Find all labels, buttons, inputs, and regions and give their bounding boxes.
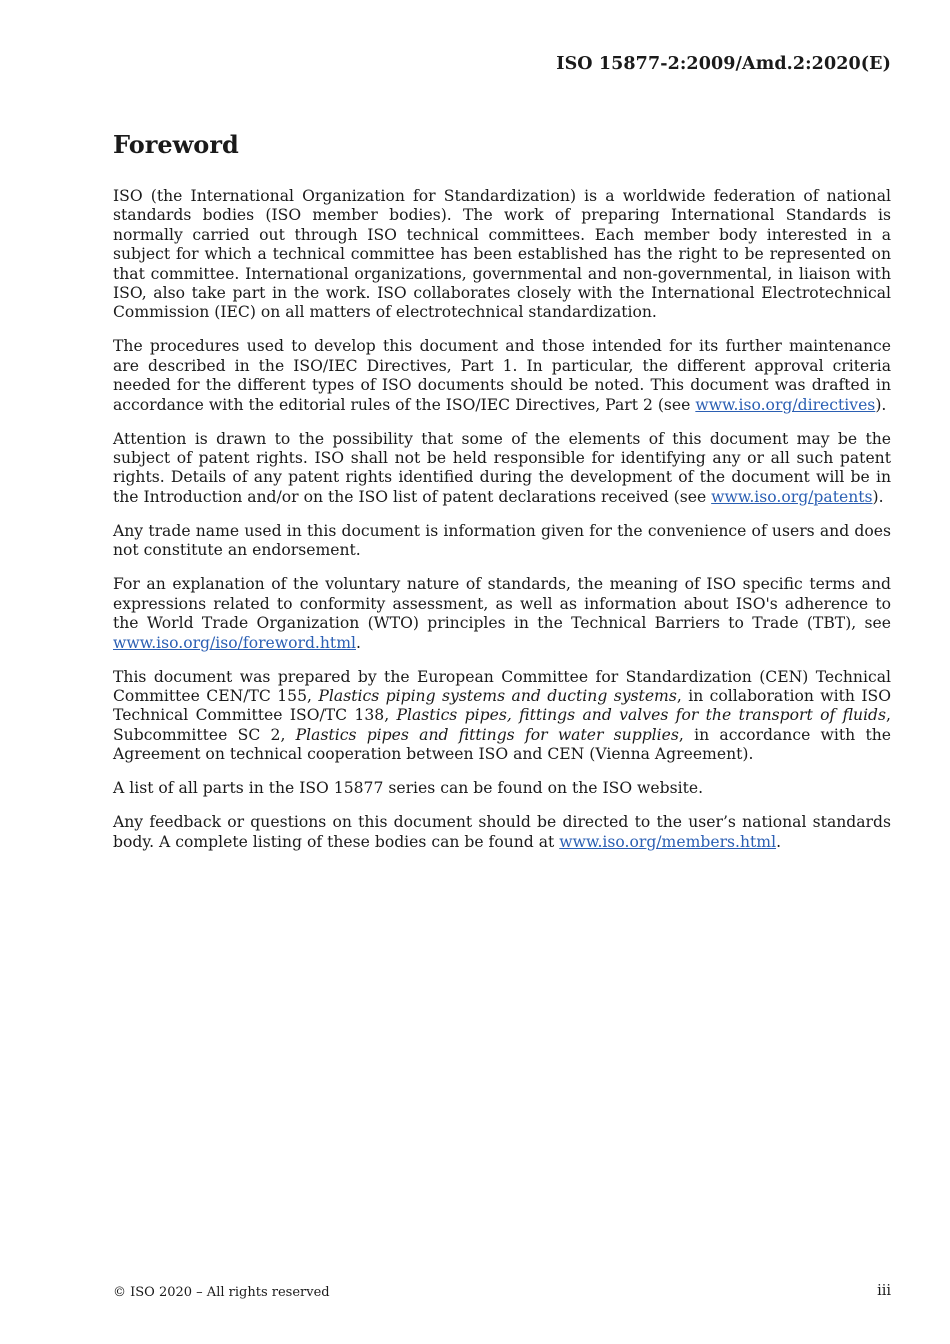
paragraph-text: Any feedback or questions on this document should be directed to the user’s national standards body. A complete listing of these bodies can be found at xyxy=(113,813,891,851)
foreword-paragraph xyxy=(113,779,891,798)
paragraph-text: . xyxy=(776,832,782,851)
paragraph-text: ISO (the International Organization for Standardization) is a worldwide federation of national standards bodies (ISO member bodies). The work of preparing International Standards is normally carried out through ISO technical committees. Each member body interested in a subject for which a technical committee has been established has the right to be represented on that committee. International organizations, governmental and non-governmental, in liaison with ISO, also take part in the work. ISO collaborates closely with the International Electrotechnical Commission (IEC) on all matters of electrotechnical standardization. xyxy=(113,187,891,322)
reference-link[interactable]: www.iso.org/patents xyxy=(711,487,873,506)
italic-title-text: Plastics piping systems and ducting systems xyxy=(318,686,677,705)
reference-link[interactable]: www.iso.org/members.html xyxy=(559,832,777,851)
foreword-paragraph xyxy=(113,575,891,653)
foreword-paragraph xyxy=(113,668,891,765)
paragraph-text: Attention is drawn to the possibility that some of the elements of this document may be the subject of patent rights. ISO shall not be held responsible for identifying any or all such patent rights. Details of any patent rights identified during the development of the document will be in the Introduction and/or on the ISO list of patent declarations received (see xyxy=(113,429,891,506)
reference-link[interactable]: www.iso.org/directives xyxy=(695,395,876,414)
paragraph-text: , in accordance with the Agreement on technical cooperation between ISO and CEN (Vienna Agreement). xyxy=(113,725,891,764)
paragraph-text: The procedures used to develop this document and those intended for its further maintenance are described in the ISO/IEC Directives, Part 1. In particular, the different approval criteria needed for the different types of ISO documents should be noted. This document was drafted in accordance with the editorial rules of the ISO/IEC Directives, Part 2 (see xyxy=(113,337,891,414)
foreword-body xyxy=(113,187,891,867)
italic-title-text: Plastics pipes, fittings and valves for the transport of fluids xyxy=(396,706,887,725)
paragraph-text: This document was prepared by the European Committee for Standardization (CEN) Technical Committee CEN/TC 155, xyxy=(113,667,891,705)
paragraph-text: , in collaboration with ISO Technical Committee ISO/TC 138, xyxy=(113,686,891,725)
document-identifier: ISO 15877-2:2009/Amd.2:2020(E) xyxy=(556,54,891,74)
foreword-paragraph xyxy=(113,430,891,508)
page-title: Foreword xyxy=(113,130,239,159)
reference-link[interactable]: www.iso.org/iso/foreword.html xyxy=(113,633,356,652)
paragraph-text: , Subcommittee SC 2, xyxy=(113,706,892,744)
paragraph-text: For an explanation of the voluntary nature of standards, the meaning of ISO specific terms and expressions related to conformity assessment, as well as information about ISO's adherence to the World Trade Organization (WTO) principles in the Technical Barriers to Trade (TBT), see xyxy=(113,575,891,633)
paragraph-text: ). xyxy=(872,487,884,506)
foreword-paragraph xyxy=(113,813,891,852)
paragraph-text: ). xyxy=(875,395,887,414)
foreword-paragraph xyxy=(113,522,891,561)
foreword-paragraph xyxy=(113,337,891,415)
italic-title-text: Plastics pipes and fittings for water supplies xyxy=(295,725,679,744)
foreword-paragraph xyxy=(113,187,891,323)
paragraph-text: . xyxy=(355,633,361,652)
copyright-notice: © ISO 2020 – All rights reserved xyxy=(113,1285,330,1300)
page-number: iii xyxy=(877,1283,891,1299)
paragraph-text: A list of all parts in the ISO 15877 series can be found on the ISO website. xyxy=(113,779,704,798)
paragraph-text: Any trade name used in this document is information given for the convenience of users and does not constitute an endorsement. xyxy=(113,521,891,560)
